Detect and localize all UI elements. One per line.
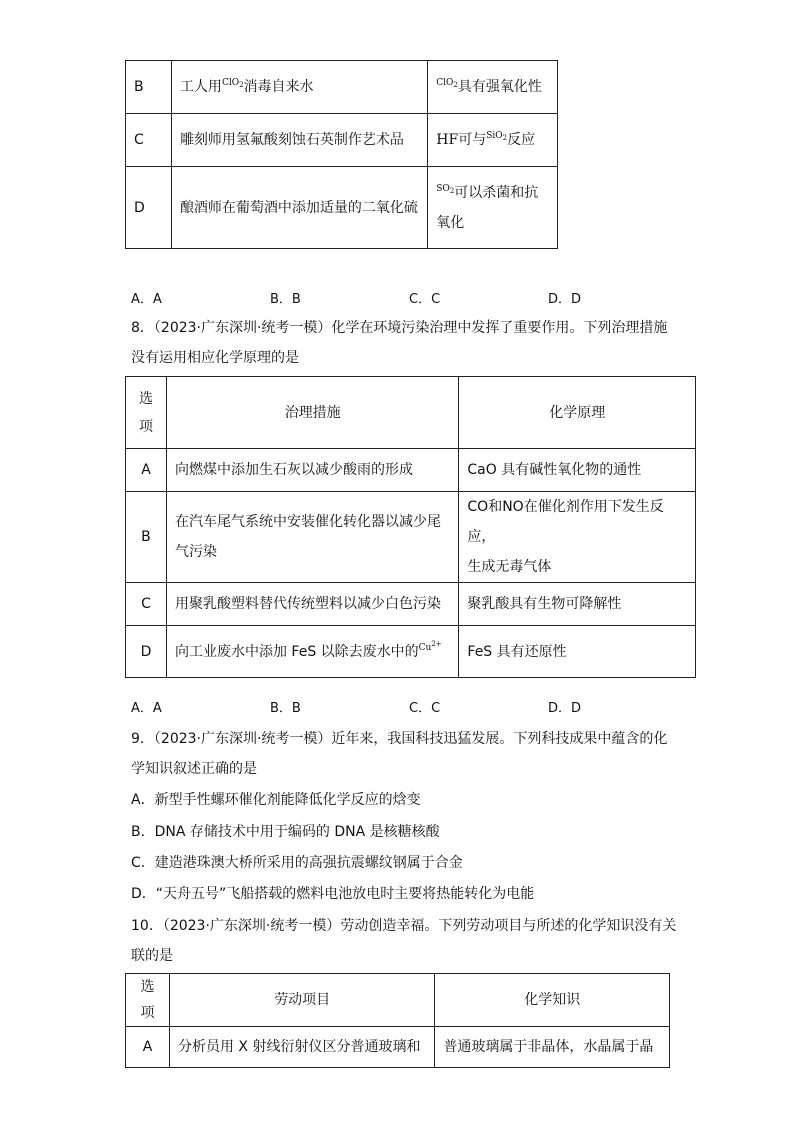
formula-text: SiO bbox=[486, 131, 503, 141]
formula bbox=[486, 131, 507, 141]
q9-option-a[interactable]: A．新型手性螺环催化剂能降低化学反应的焓变 bbox=[131, 792, 421, 808]
principle-cell: FeS 具有还原性 bbox=[459, 626, 696, 678]
option-d[interactable]: D．D bbox=[548, 701, 582, 716]
header-option bbox=[126, 377, 167, 449]
header-option: 选项 bbox=[126, 974, 170, 1027]
q9-stem-line2: 学知识叙述正确的是 bbox=[131, 761, 257, 777]
principle-text: HF可与 bbox=[436, 132, 487, 148]
q9-option-b[interactable]: B．DNA 存储技术中用于编码的 DNA 是核糖核酸 bbox=[131, 824, 440, 840]
option-cell: D bbox=[126, 626, 167, 678]
formula-sub: 2 bbox=[449, 186, 455, 195]
option-a[interactable]: A．A bbox=[131, 701, 162, 716]
measure-text: 向工业废水中添加 FeS 以除去废水中的 bbox=[174, 643, 419, 660]
measure-cell: 分析员用 X 射线衍射仪区分普通玻璃和 bbox=[169, 1027, 434, 1068]
table-row bbox=[126, 167, 558, 249]
header-measure: 治理措施 bbox=[166, 377, 458, 449]
table-row bbox=[126, 492, 696, 583]
q8-options bbox=[131, 697, 651, 717]
principle-cell bbox=[459, 492, 696, 583]
principle-text: 氧化 bbox=[436, 214, 465, 231]
principle-cell: 聚乳酸具有生物可降解性 bbox=[459, 583, 696, 626]
principle-cell: CaO 具有碱性氧化物的通性 bbox=[459, 449, 696, 492]
q7-table bbox=[125, 60, 558, 249]
formula-text: ClO bbox=[436, 78, 454, 88]
measure-cell: 向燃煤中添加生石灰以减少酸雨的形成 bbox=[166, 449, 458, 492]
formula-sub: 2 bbox=[502, 134, 508, 142]
table-header-row bbox=[126, 974, 670, 1027]
formula-text: Cu bbox=[418, 642, 432, 653]
measure-cell: 酿酒师在葡萄酒中添加适量的二氧化硫 bbox=[171, 167, 427, 249]
measure-text: 气污染 bbox=[174, 544, 217, 560]
formula-sub: 2 bbox=[239, 81, 244, 89]
option-cell: A bbox=[126, 449, 167, 492]
option-cell: C bbox=[126, 583, 167, 626]
table-row bbox=[126, 626, 696, 678]
q10-stem-line2: 联的是 bbox=[131, 948, 173, 964]
measure-text: 在汽车尾气系统中安装催化转化器以减少尾 bbox=[174, 514, 441, 530]
principle-cell: 普通玻璃属于非晶体，水晶属于晶 bbox=[435, 1027, 670, 1068]
q8-table bbox=[125, 376, 696, 678]
formula bbox=[418, 639, 442, 653]
q10-stem-line1: 10．（2023·广东深圳·统考一模）劳动创造幸福。下列劳动项目与所述的化学知识没有关 bbox=[131, 918, 677, 934]
measure-cell bbox=[166, 492, 458, 583]
formula-sub: 2 bbox=[453, 81, 458, 89]
option-d[interactable]: D．D bbox=[548, 292, 582, 307]
option-cell: B bbox=[126, 492, 167, 583]
table-row bbox=[126, 114, 558, 167]
q8-stem-line1: 8．（2023·广东深圳·统考一模）化学在环境污染治理中发挥了重要作用。下列治理措施 bbox=[131, 320, 668, 336]
principle-cell bbox=[428, 167, 558, 249]
header-measure: 劳动项目 bbox=[169, 974, 434, 1027]
option-cell: A bbox=[126, 1027, 170, 1068]
measure-cell bbox=[166, 626, 458, 678]
formula-text: SO bbox=[436, 183, 450, 194]
q9-stem-line1: 9．（2023·广东深圳·统考一模）近年来，我国科技迅猛发展。下列科技成果中蕴含的化 bbox=[131, 731, 668, 747]
principle-text: 具有强氧化性 bbox=[457, 79, 542, 95]
q10-table bbox=[125, 973, 670, 1068]
table-row bbox=[126, 1027, 670, 1068]
option-cell: B bbox=[126, 61, 172, 114]
option-c[interactable]: C．C bbox=[409, 292, 441, 307]
formula bbox=[436, 78, 458, 88]
formula bbox=[436, 184, 454, 194]
formula-text: ClO bbox=[221, 78, 240, 88]
measure-text: 消毒自来水 bbox=[243, 79, 314, 95]
principle-text: 生成无毒气体 bbox=[467, 559, 552, 575]
principle-text: CO和NO在催化剂作用下发生反应， bbox=[467, 499, 664, 545]
q9-option-c[interactable]: C．建造港珠澳大桥所采用的高强抗震螺纹钢属于合金 bbox=[131, 855, 463, 871]
formula bbox=[222, 78, 244, 88]
measure-text: 工人用 bbox=[179, 79, 222, 95]
option-b[interactable]: B．B bbox=[270, 292, 301, 307]
table-row bbox=[126, 449, 696, 492]
header-text: 选 bbox=[138, 390, 153, 407]
measure-cell: 雕刻师用氢氟酸刻蚀石英制作艺术品 bbox=[171, 114, 427, 167]
option-c[interactable]: C．C bbox=[409, 701, 441, 716]
option-cell: C bbox=[126, 114, 172, 167]
formula-charge: 2+ bbox=[431, 639, 442, 648]
principle-cell bbox=[428, 114, 558, 167]
table-header-row bbox=[126, 377, 696, 449]
header-principle: 化学知识 bbox=[435, 974, 670, 1027]
option-b[interactable]: B．B bbox=[270, 701, 301, 716]
header-text: 项 bbox=[138, 418, 153, 435]
principle-cell bbox=[428, 61, 558, 114]
principle-text: 可以杀菌和抗 bbox=[454, 184, 539, 201]
header-principle: 化学原理 bbox=[459, 377, 696, 449]
q7-options bbox=[131, 288, 651, 308]
measure-cell: 用聚乳酸塑料替代传统塑料以减少白色污染 bbox=[166, 583, 458, 626]
principle-text: 反应 bbox=[507, 132, 536, 148]
table-row bbox=[126, 61, 558, 114]
table-row bbox=[126, 583, 696, 626]
q9-option-d[interactable]: D．“天舟五号”飞船搭载的燃料电池放电时主要将热能转化为电能 bbox=[131, 886, 535, 902]
option-cell: D bbox=[126, 167, 172, 249]
option-a[interactable]: A．A bbox=[131, 292, 162, 307]
q8-stem-line2: 没有运用相应化学原理的是 bbox=[131, 350, 299, 366]
measure-cell bbox=[171, 61, 427, 114]
